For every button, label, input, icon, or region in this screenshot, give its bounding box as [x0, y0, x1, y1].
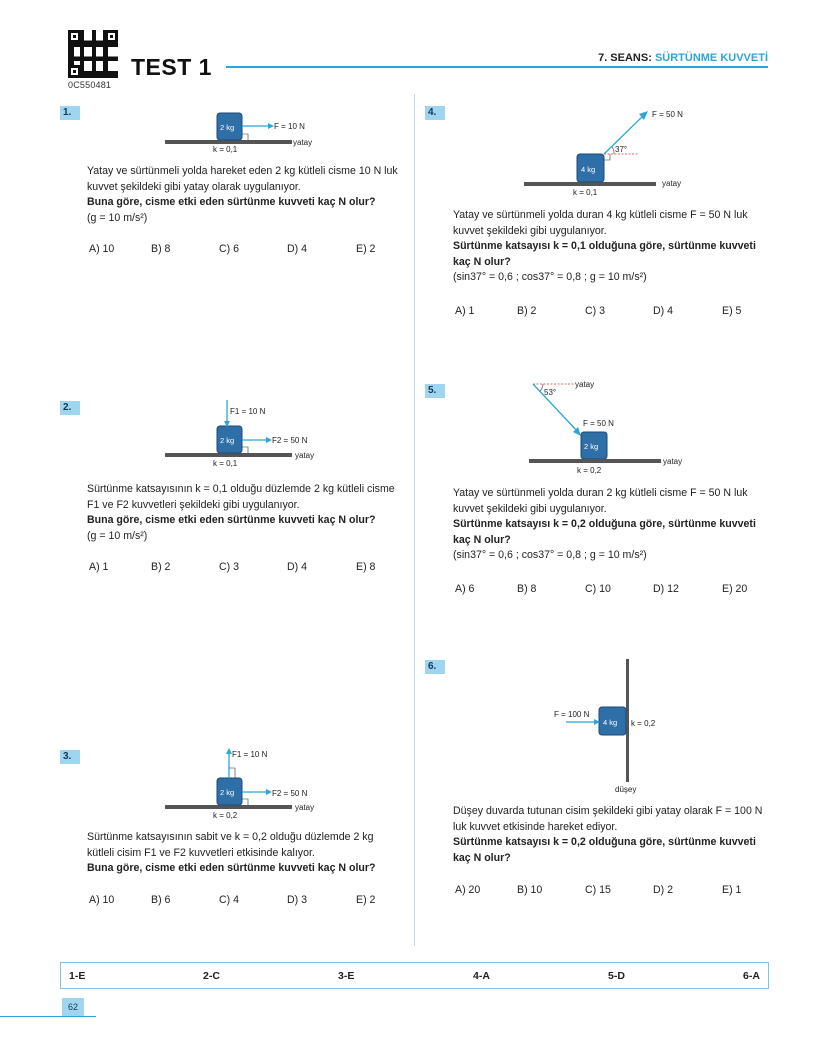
- f1-label: F1 = 10 N: [232, 750, 268, 759]
- block-mass: 2 kg: [220, 436, 235, 445]
- option-d[interactable]: D) 4: [287, 561, 308, 573]
- question-prompt: Sürtünme katsayısı k = 0,1 olduğuna göre, sürtünme kuvveti kaç N olur?: [453, 240, 756, 268]
- answer-4: 4-A: [473, 970, 490, 982]
- figure-q4: [520, 104, 700, 200]
- answer-2: 2-C: [203, 970, 220, 982]
- figure-q2: [160, 397, 330, 472]
- option-c[interactable]: C) 3: [585, 305, 606, 317]
- f2-label: F2 = 50 N: [272, 436, 308, 445]
- seans-title: [598, 52, 768, 64]
- block-mass: 4 kg: [603, 718, 618, 727]
- option-e[interactable]: E) 8: [356, 561, 376, 573]
- seans-topic: SÜRTÜNME KUVVETİ: [654, 52, 768, 64]
- question-6: [453, 804, 768, 866]
- question-note: (sin37° = 0,6 ; cos37° = 0,8 ; g = 10 m/s²): [453, 271, 647, 283]
- question-prompt: Buna göre, cisme etki eden sürtünme kuvveti kaç N olur?: [87, 196, 376, 208]
- option-e[interactable]: E) 1: [722, 884, 742, 896]
- angle-label: 37°: [615, 145, 628, 154]
- question-prompt: Buna göre, cisme etki eden sürtünme kuvveti kaç N olur?: [87, 514, 376, 526]
- ground: [529, 459, 661, 463]
- question-5: [453, 486, 768, 564]
- angle-label: 53°: [544, 388, 557, 397]
- option-a[interactable]: A) 6: [455, 583, 475, 595]
- f2-label: F2 = 50 N: [272, 789, 308, 798]
- question-number: 4.: [425, 106, 445, 120]
- options-q4: [453, 305, 773, 319]
- force-label: F = 100 N: [554, 710, 590, 719]
- question-text: Sürtünme katsayısının k = 0,1 olduğu düzlemde 2 kg kütleli cisme F1 ve F2 kuvvetleri şekildeki gibi uygulanıyor.: [87, 483, 395, 511]
- surface-label: yatay: [295, 803, 315, 812]
- question-3: [87, 830, 402, 877]
- question-prompt: Sürtünme katsayısı k = 0,2 olduğuna göre, sürtünme kuvveti kaç N olur?: [453, 836, 756, 864]
- seans-prefix: 7. SEANS:: [598, 52, 655, 64]
- answer-6: 6-A: [743, 970, 760, 982]
- question-number: 3.: [60, 750, 80, 764]
- header-rule: [226, 66, 768, 68]
- answer-5: 5-D: [608, 970, 625, 982]
- qr-code: [68, 30, 118, 78]
- force-label: F = 10 N: [274, 122, 305, 131]
- ground: [165, 453, 292, 457]
- friction-coeff: k = 0,1: [213, 145, 238, 154]
- option-b[interactable]: B) 10: [517, 884, 543, 896]
- question-number: 5.: [425, 384, 445, 398]
- option-c[interactable]: C) 4: [219, 894, 240, 906]
- option-a[interactable]: A) 10: [89, 243, 115, 255]
- question-note: (g = 10 m/s²): [87, 211, 148, 224]
- question-number: 6.: [425, 660, 445, 674]
- option-a[interactable]: A) 20: [455, 884, 481, 896]
- question-number: 2.: [60, 401, 80, 415]
- options-q3: [87, 894, 407, 908]
- test-title: TEST 1: [131, 54, 212, 80]
- option-b[interactable]: B) 8: [151, 243, 171, 255]
- option-e[interactable]: E) 20: [722, 583, 748, 595]
- question-note: (sin37° = 0,6 ; cos37° = 0,8 ; g = 10 m/s²): [453, 549, 647, 561]
- question-text: Sürtünme katsayısının sabit ve k = 0,2 olduğu düzlemde 2 kg kütleli cisim F1 ve F2 kuvvetleri etkisinde kalıyor.: [87, 831, 374, 859]
- option-b[interactable]: B) 2: [151, 561, 171, 573]
- answer-1: 1-E: [69, 970, 86, 982]
- surface-label: yatay: [293, 138, 313, 147]
- answer-key: [60, 962, 769, 989]
- options-q1: [87, 243, 407, 257]
- option-a[interactable]: A) 1: [455, 305, 475, 317]
- block-mass: 2 kg: [220, 123, 235, 132]
- ground: [165, 140, 292, 144]
- wall-label: düşey: [615, 785, 637, 794]
- friction-coeff: k = 0,2: [213, 811, 238, 820]
- options-q5: [453, 583, 773, 597]
- option-c[interactable]: C) 3: [219, 561, 240, 573]
- block-mass: 2 kg: [220, 788, 235, 797]
- options-q2: [87, 561, 407, 575]
- option-d[interactable]: D) 3: [287, 894, 308, 906]
- option-a[interactable]: A) 1: [89, 561, 109, 573]
- force-label: F = 50 N: [583, 419, 614, 428]
- page-number: 62: [62, 998, 84, 1016]
- figure-q3: [160, 744, 330, 824]
- question-1: [87, 164, 402, 226]
- option-c[interactable]: C) 10: [585, 583, 611, 595]
- question-prompt: Buna göre, cisme etki eden sürtünme kuvveti kaç N olur?: [87, 862, 376, 874]
- f1-label: F1 = 10 N: [230, 407, 266, 416]
- ground: [165, 805, 292, 809]
- question-4: [453, 208, 768, 286]
- option-e[interactable]: E) 2: [356, 894, 376, 906]
- ground: [524, 182, 656, 186]
- question-text: Yatay ve sürtünmeli yolda hareket eden 2 kg kütleli cisme 10 N luk kuvvet şekildeki gibi yatay olarak uygulanıyor.: [87, 165, 398, 193]
- question-number: 1.: [60, 106, 80, 120]
- surface-label: yatay: [662, 179, 682, 188]
- block-mass: 4 kg: [581, 165, 596, 174]
- option-c[interactable]: C) 15: [585, 884, 611, 896]
- question-prompt: Sürtünme katsayısı k = 0,2 olduğuna göre, sürtünme kuvveti kaç N olur?: [453, 518, 756, 546]
- top-surface-label: yatay: [575, 380, 595, 389]
- option-a[interactable]: A) 10: [89, 894, 115, 906]
- question-text: Yatay ve sürtünmeli yolda duran 4 kg kütleli cisme F = 50 N luk kuvvet şekildeki gibi uygulanıyor.: [453, 209, 748, 237]
- question-text: Yatay ve sürtünmeli yolda duran 2 kg kütleli cisme F = 50 N luk kuvvet şekildeki gibi uygulanıyor.: [453, 487, 748, 515]
- option-c[interactable]: C) 6: [219, 243, 240, 255]
- option-d[interactable]: D) 4: [653, 305, 674, 317]
- question-note: (g = 10 m/s²): [87, 529, 148, 542]
- friction-coeff: k = 0,2: [631, 719, 656, 728]
- column-divider: [414, 94, 415, 946]
- answer-3: 3-E: [338, 970, 355, 982]
- options-q6: [453, 884, 773, 898]
- surface-label: yatay: [663, 457, 683, 466]
- question-2: [87, 482, 402, 544]
- option-b[interactable]: B) 2: [517, 305, 537, 317]
- qr-code-label: 0C550481: [68, 80, 112, 90]
- option-e[interactable]: E) 2: [356, 243, 376, 255]
- option-b[interactable]: B) 8: [517, 583, 537, 595]
- question-text: Düşey duvarda tutunan cisim şekildeki gibi yatay olarak F = 100 N luk kuvvet etkisinde hareket ediyor.: [453, 805, 763, 833]
- footer-rule: [0, 1016, 96, 1017]
- figure-q1: [160, 110, 330, 160]
- figure-q5: [525, 376, 705, 476]
- option-d[interactable]: D) 4: [287, 243, 308, 255]
- friction-coeff: k = 0,1: [213, 459, 238, 468]
- friction-coeff: k = 0,1: [573, 188, 598, 197]
- option-d[interactable]: D) 2: [653, 884, 674, 896]
- option-d[interactable]: D) 12: [653, 583, 679, 595]
- figure-q6: [550, 656, 670, 796]
- friction-coeff: k = 0,2: [577, 466, 602, 475]
- option-e[interactable]: E) 5: [722, 305, 742, 317]
- option-b[interactable]: B) 6: [151, 894, 171, 906]
- block-mass: 2 kg: [584, 442, 599, 451]
- surface-label: yatay: [295, 451, 315, 460]
- force-label: F = 50 N: [652, 110, 683, 119]
